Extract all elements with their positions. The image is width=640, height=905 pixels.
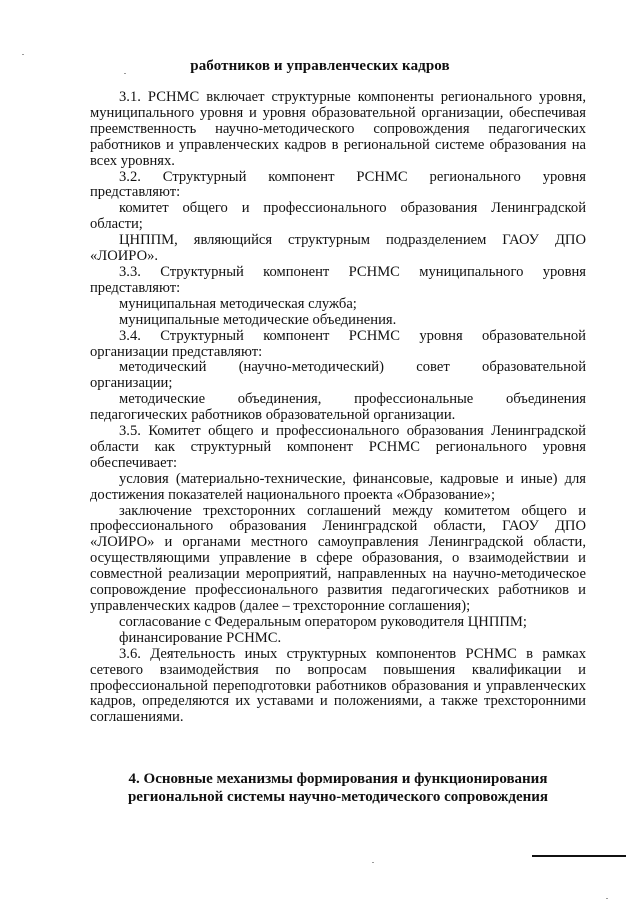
list-item-conditions: условия (материально-технические, финансовые, кадровые и иные) для достижения показателей национального проекта «Образование»;: [90, 470, 586, 503]
list-item-financing: финансирование РСНМС.: [119, 629, 282, 646]
list-item-cnppm: ЦНППМ, являющийся структурным подразделением ГАОУ ДПО «ЛОИРО».: [90, 232, 586, 265]
paragraph-3-4: 3.4. Структурный компонент РСНМС уровня образовательной организации представляют:: [90, 327, 586, 360]
paragraph-3-6: 3.6. Деятельность иных структурных компонентов РСНМС в рамках сетевого взаимодействия по вопросам повышения квалификации и профессиональной переподготовки работников образования и управленческих кадров, определяются их уставами и положениями, а также трехсторонними соглашениями.: [90, 645, 586, 726]
section-4-heading: [90, 770, 586, 806]
continued-heading: работников и управленческих кадров: [190, 58, 450, 74]
paragraph-3-2: 3.2. Структурный компонент РСНМС регионального уровня представляют:: [90, 168, 586, 201]
list-item-approval: согласование с Федеральным оператором руководителя ЦНППМ;: [119, 613, 527, 630]
scan-speck: [372, 862, 374, 863]
scan-speck: [124, 73, 126, 74]
footer-rule: [532, 855, 626, 857]
body-text: [90, 90, 586, 726]
paragraph-3-1: 3.1. РСНМС включает структурные компоненты регионального уровня, муниципального уровня и уровня образовательной организации, обеспечивая преемственность научно-методического сопровождения педагогических работников и управленческих кадров в региональной системе образования на всех уровнях.: [90, 89, 586, 169]
list-item-regional-committee: комитет общего и профессионального образования Ленинградской области;: [90, 200, 586, 233]
list-item-agreements: заключение трехсторонних соглашений между комитетом общего и профессионального образования Ленинградской области, ГАОУ ДПО «ЛОИРО» и органами местного самоуправления Ленинградской области, осуществляющими управление в сфере образования, о взаимодействии и совместной реализации мероприятий, направленных на научно-методическое сопровождение профессионального развития педагогических работников и управленческих кадров (далее – трехсторонние соглашения);: [90, 502, 586, 614]
section-heading-line-2: региональной системы научно-методического сопровождения: [127, 789, 549, 805]
section-heading-line-1: 4. Основные механизмы формирования и функционирования: [128, 771, 548, 787]
scan-speck: [606, 898, 608, 899]
list-item-municipal-associations: муниципальные методические объединения.: [119, 311, 397, 328]
paragraph-3-5: 3.5. Комитет общего и профессионального образования Ленинградской области как структурный компонент РСНМС регионального уровня обеспечивает:: [90, 423, 586, 471]
list-item-methodical-associations: методические объединения, профессиональные объединения педагогических работников образовательной организации.: [90, 391, 586, 424]
list-item-methodical-council: методический (научно-методический) совет образовательной организации;: [90, 359, 586, 392]
list-item-municipal-service: муниципальная методическая служба;: [119, 295, 357, 312]
paragraph-3-3: 3.3. Структурный компонент РСНМС муниципального уровня представляют:: [90, 263, 586, 296]
scan-speck: [22, 54, 24, 55]
